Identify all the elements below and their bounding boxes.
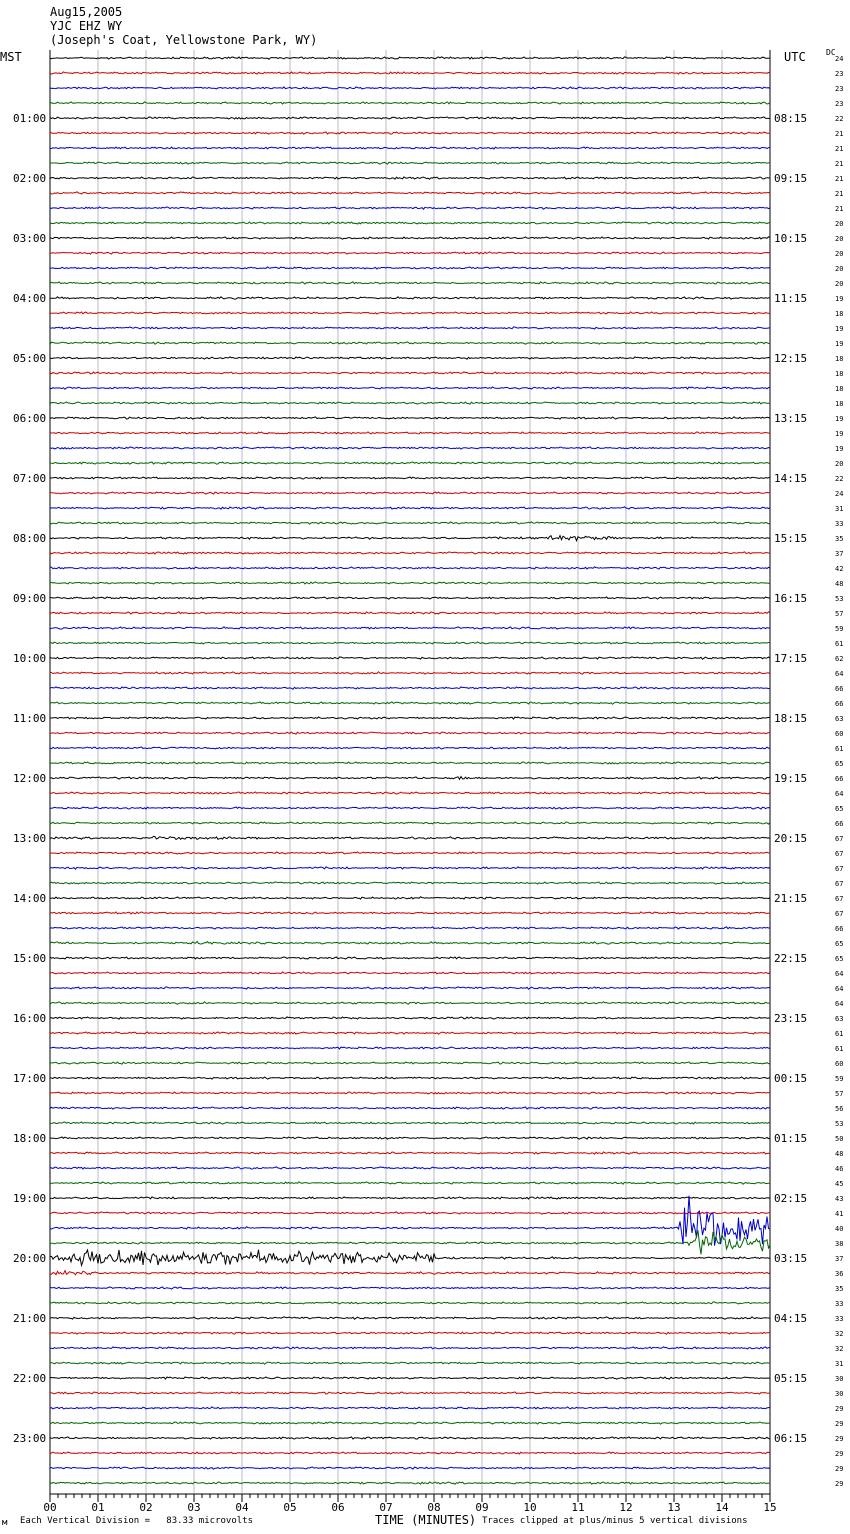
right-hour-label: 03:15	[774, 1252, 808, 1265]
trace-row-0	[50, 57, 770, 59]
dc-offset-label: 18	[835, 355, 844, 363]
dc-offset-label: 29	[835, 1465, 844, 1473]
dc-offset-label: 48	[835, 1150, 844, 1158]
right-hour-label: 13:15	[774, 412, 808, 425]
dc-offset-label: 29	[835, 1435, 844, 1443]
dc-offset-label: 53	[835, 595, 844, 603]
trace-row-51	[50, 822, 770, 824]
trace-row-69	[50, 1092, 770, 1094]
trace-row-63	[50, 1002, 770, 1004]
trace-row-60	[50, 957, 770, 959]
trace-row-56	[50, 897, 770, 899]
trace-row-85	[50, 1332, 770, 1334]
trace-row-52	[50, 836, 770, 839]
dc-offset-label: 20	[835, 265, 844, 273]
dc-offset-label: 43	[835, 1195, 844, 1203]
trace-row-89	[50, 1392, 770, 1394]
right-hour-label: 05:15	[774, 1372, 808, 1385]
right-hour-label: 17:15	[774, 652, 808, 665]
left-hour-label: 10:00	[13, 652, 47, 665]
dc-offset-label: 29	[835, 1420, 844, 1428]
trace-row-48	[50, 777, 770, 780]
left-hour-label: 02:00	[13, 172, 47, 185]
trace-row-82	[50, 1287, 770, 1289]
trace-row-68	[50, 1077, 770, 1079]
right-hour-label: 19:15	[774, 772, 808, 785]
dc-offset-label: 38	[835, 1240, 844, 1248]
station-location: (Joseph's Coat, Yellowstone Park, WY)	[50, 33, 318, 47]
x-tick-label: 04	[235, 1501, 249, 1514]
plot-date: Aug15,2005	[50, 5, 123, 19]
dc-offset-label: 63	[835, 715, 844, 723]
trace-row-26	[50, 447, 770, 449]
right-hour-label: 16:15	[774, 592, 808, 605]
trace-row-92	[50, 1437, 770, 1439]
trace-row-66	[50, 1047, 770, 1049]
trace-row-91	[50, 1422, 770, 1424]
right-hour-label: 11:15	[774, 292, 808, 305]
trace-row-88	[50, 1377, 770, 1379]
dc-offset-label: 21	[835, 190, 844, 198]
left-hour-label: 18:00	[13, 1132, 47, 1145]
dc-offset-label: 64	[835, 670, 844, 678]
trace-row-4	[50, 117, 770, 119]
dc-offset-label: 22	[835, 115, 844, 123]
trace-row-94	[50, 1467, 770, 1469]
dc-offset-label: 33	[835, 1300, 844, 1308]
left-hour-label: 21:00	[13, 1312, 47, 1325]
dc-offset-label: 29	[835, 1450, 844, 1458]
dc-offset-label: 66	[835, 775, 844, 783]
left-hour-label: 19:00	[13, 1192, 47, 1205]
trace-row-1	[50, 72, 770, 74]
trace-row-79	[50, 1230, 770, 1254]
right-hour-label: 12:15	[774, 352, 808, 365]
left-hour-label: 12:00	[13, 772, 47, 785]
left-hour-label: 07:00	[13, 472, 47, 485]
dc-offset-label: 67	[835, 910, 844, 918]
trace-row-23	[50, 402, 770, 404]
left-hour-label: 13:00	[13, 832, 47, 845]
x-tick-label: 05	[283, 1501, 297, 1514]
x-tick-label: 08	[427, 1501, 441, 1514]
trace-row-8	[50, 177, 770, 179]
dc-offset-label: 64	[835, 1000, 844, 1008]
trace-row-2	[50, 87, 770, 89]
trace-row-9	[50, 192, 770, 194]
dc-offset-label: 67	[835, 850, 844, 858]
dc-offset-label: 40	[835, 1225, 844, 1233]
dc-offset-label: 62	[835, 655, 844, 663]
trace-row-20	[50, 357, 770, 359]
trace-row-37	[50, 612, 770, 614]
dc-offset-label: 23	[835, 70, 844, 78]
dc-offset-label: 61	[835, 1030, 844, 1038]
dc-offset-label: 64	[835, 970, 844, 978]
trace-row-11	[50, 222, 770, 224]
x-tick-label: 00	[43, 1501, 57, 1514]
trace-row-53	[50, 852, 770, 854]
dc-offset-label: 64	[835, 985, 844, 993]
trace-row-10	[50, 207, 770, 209]
dc-offset-label: 19	[835, 415, 844, 423]
dc-offset-label: 53	[835, 1120, 844, 1128]
trace-row-43	[50, 702, 770, 704]
dc-offset-label: 46	[835, 1165, 844, 1173]
trace-row-39	[50, 642, 770, 644]
dc-offset-label: 66	[835, 925, 844, 933]
dc-offset-label: 20	[835, 280, 844, 288]
trace-row-70	[50, 1107, 770, 1109]
dc-offset-label: 31	[835, 1360, 844, 1368]
dc-offset-label: 65	[835, 760, 844, 768]
trace-row-84	[50, 1317, 770, 1319]
dc-offset-label: 31	[835, 505, 844, 513]
trace-row-40	[50, 657, 770, 659]
trace-row-18	[50, 327, 770, 329]
trace-row-50	[50, 807, 770, 809]
dc-offset-label: 64	[835, 790, 844, 798]
dc-offset-label: 33	[835, 520, 844, 528]
trace-row-71	[50, 1122, 770, 1124]
left-hour-label: 11:00	[13, 712, 47, 725]
dc-offset-label: 30	[835, 1375, 844, 1383]
trace-row-22	[50, 387, 770, 389]
trace-row-54	[50, 867, 770, 869]
dc-offset-label: 21	[835, 145, 844, 153]
trace-row-45	[50, 732, 770, 734]
dc-offset-label: 29	[835, 1480, 844, 1488]
trace-row-86	[50, 1347, 770, 1349]
trace-row-95	[50, 1482, 770, 1484]
left-hour-label: 06:00	[13, 412, 47, 425]
trace-row-46	[50, 747, 770, 749]
dc-offset-label: 61	[835, 745, 844, 753]
dc-offset-label: 30	[835, 1390, 844, 1398]
left-hour-label: 08:00	[13, 532, 47, 545]
trace-row-3	[50, 102, 770, 104]
dc-offset-label: 23	[835, 85, 844, 93]
dc-offset-label: 63	[835, 1015, 844, 1023]
dc-offset-label: 19	[835, 340, 844, 348]
dc-offset-label: 57	[835, 1090, 844, 1098]
left-hour-label: 09:00	[13, 592, 47, 605]
trace-row-15	[50, 282, 770, 284]
right-hour-label: 09:15	[774, 172, 808, 185]
dc-offset-label: 21	[835, 175, 844, 183]
left-hour-label: 20:00	[13, 1252, 47, 1265]
dc-offset-label: 37	[835, 1255, 844, 1263]
dc-offset-label: 32	[835, 1330, 844, 1338]
dc-offset-label: 59	[835, 625, 844, 633]
dc-offset-label: 50	[835, 1135, 844, 1143]
scale-note: Each Vertical Division = 83.33 microvolts	[20, 1516, 253, 1526]
dc-offset-label: 67	[835, 865, 844, 873]
dc-offset-label: 61	[835, 640, 844, 648]
x-tick-label: 07	[379, 1501, 393, 1514]
dc-offset-label: 33	[835, 1315, 844, 1323]
clip-note: Traces clipped at plus/minus 5 vertical divisions	[482, 1516, 748, 1526]
dc-offset-header: DC	[826, 48, 836, 57]
left-hour-label: 15:00	[13, 952, 47, 965]
trace-row-24	[50, 417, 770, 419]
right-hour-label: 10:15	[774, 232, 808, 245]
trace-row-67	[50, 1062, 770, 1064]
dc-offset-label: 19	[835, 445, 844, 453]
dc-offset-label: 21	[835, 130, 844, 138]
x-tick-label: 13	[667, 1501, 681, 1514]
right-hour-label: 01:15	[774, 1132, 808, 1145]
dc-offset-label: 65	[835, 955, 844, 963]
trace-row-47	[50, 762, 770, 764]
left-hour-label: 22:00	[13, 1372, 47, 1385]
dc-offset-label: 59	[835, 1075, 844, 1083]
trace-row-6	[50, 147, 770, 149]
trace-row-76	[50, 1197, 770, 1199]
trace-row-64	[50, 1017, 770, 1019]
trace-row-33	[50, 552, 770, 554]
trace-row-83	[50, 1302, 770, 1304]
x-tick-label: 10	[523, 1501, 537, 1514]
trace-row-49	[50, 792, 770, 794]
x-axis-title: TIME (MINUTES)	[375, 1513, 477, 1527]
right-timezone-label: UTC	[784, 50, 806, 64]
station-code: YJC EHZ WY	[50, 19, 123, 33]
trace-row-74	[50, 1167, 770, 1169]
dc-offset-label: 67	[835, 895, 844, 903]
trace-row-35	[50, 582, 770, 584]
trace-row-27	[50, 462, 770, 464]
trace-row-16	[50, 297, 770, 299]
dc-offset-label: 37	[835, 550, 844, 558]
right-hour-label: 20:15	[774, 832, 808, 845]
trace-row-78	[50, 1196, 770, 1246]
left-hour-label: 23:00	[13, 1432, 47, 1445]
left-hour-label: 16:00	[13, 1012, 47, 1025]
dc-offset-label: 60	[835, 730, 844, 738]
trace-row-80	[50, 1250, 770, 1266]
dc-offset-label: 18	[835, 310, 844, 318]
left-hour-label: 04:00	[13, 292, 47, 305]
corner-mark: м	[2, 1518, 8, 1528]
dc-offset-label: 35	[835, 1285, 844, 1293]
x-tick-label: 14	[715, 1501, 729, 1514]
right-hour-label: 04:15	[774, 1312, 808, 1325]
dc-offset-label: 42	[835, 565, 844, 573]
dc-offset-label: 35	[835, 535, 844, 543]
trace-row-36	[50, 597, 770, 599]
dc-offset-label: 36	[835, 1270, 844, 1278]
trace-row-62	[50, 987, 770, 989]
trace-row-38	[50, 627, 770, 629]
dc-offset-label: 56	[835, 1105, 844, 1113]
dc-offset-label: 20	[835, 235, 844, 243]
trace-row-19	[50, 342, 770, 344]
x-tick-label: 15	[763, 1501, 777, 1514]
dc-offset-label: 60	[835, 1060, 844, 1068]
dc-offset-label: 48	[835, 580, 844, 588]
x-tick-label: 01	[91, 1501, 105, 1514]
trace-row-55	[50, 882, 770, 884]
x-tick-label: 11	[571, 1501, 585, 1514]
dc-offset-label: 67	[835, 835, 844, 843]
trace-row-87	[50, 1362, 770, 1364]
trace-row-57	[50, 912, 770, 914]
trace-row-42	[50, 687, 770, 689]
trace-row-77	[50, 1212, 770, 1214]
trace-row-41	[50, 672, 770, 674]
trace-row-28	[50, 477, 770, 479]
dc-offset-label: 18	[835, 370, 844, 378]
dc-offset-label: 65	[835, 805, 844, 813]
dc-offset-label: 61	[835, 1045, 844, 1053]
trace-row-72	[50, 1137, 770, 1139]
trace-row-5	[50, 132, 770, 134]
dc-offset-label: 45	[835, 1180, 844, 1188]
x-tick-label: 12	[619, 1501, 633, 1514]
dc-offset-label: 19	[835, 325, 844, 333]
dc-offset-label: 66	[835, 820, 844, 828]
dc-offset-label: 22	[835, 475, 844, 483]
dc-offset-label: 57	[835, 610, 844, 618]
dc-offset-label: 32	[835, 1345, 844, 1353]
dc-offset-label: 20	[835, 460, 844, 468]
trace-row-34	[50, 567, 770, 569]
right-hour-label: 18:15	[774, 712, 808, 725]
trace-row-13	[50, 252, 770, 254]
right-hour-label: 15:15	[774, 532, 808, 545]
x-tick-label: 06	[331, 1501, 345, 1514]
x-tick-label: 03	[187, 1501, 201, 1514]
trace-row-31	[50, 522, 770, 524]
right-hour-label: 14:15	[774, 472, 808, 485]
right-hour-label: 08:15	[774, 112, 808, 125]
trace-row-21	[50, 372, 770, 374]
dc-offset-label: 24	[835, 490, 844, 498]
trace-row-81	[50, 1271, 770, 1275]
dc-offset-label: 19	[835, 295, 844, 303]
dc-offset-label: 19	[835, 430, 844, 438]
right-hour-label: 02:15	[774, 1192, 808, 1205]
dc-offset-label: 24	[835, 55, 844, 63]
dc-offset-label: 67	[835, 880, 844, 888]
dc-offset-label: 18	[835, 400, 844, 408]
dc-offset-label: 41	[835, 1210, 844, 1218]
dc-offset-label: 20	[835, 250, 844, 258]
trace-row-73	[50, 1152, 770, 1154]
dc-offset-label: 23	[835, 100, 844, 108]
trace-row-59	[50, 941, 770, 944]
right-hour-label: 06:15	[774, 1432, 808, 1445]
trace-row-17	[50, 312, 770, 314]
trace-row-44	[50, 717, 770, 719]
dc-offset-label: 21	[835, 160, 844, 168]
right-hour-label: 21:15	[774, 892, 808, 905]
left-hour-label: 14:00	[13, 892, 47, 905]
left-timezone-label: MST	[0, 50, 22, 64]
trace-row-30	[50, 507, 770, 509]
dc-offset-label: 29	[835, 1405, 844, 1413]
trace-row-90	[50, 1407, 770, 1409]
trace-row-7	[50, 162, 770, 164]
trace-row-25	[50, 432, 770, 434]
trace-row-29	[50, 492, 770, 494]
trace-row-65	[50, 1032, 770, 1034]
left-hour-label: 17:00	[13, 1072, 47, 1085]
dc-offset-label: 66	[835, 685, 844, 693]
trace-row-14	[50, 267, 770, 269]
right-hour-label: 23:15	[774, 1012, 808, 1025]
x-tick-label: 02	[139, 1501, 153, 1514]
left-hour-label: 03:00	[13, 232, 47, 245]
trace-row-32	[50, 536, 770, 541]
dc-offset-label: 66	[835, 700, 844, 708]
right-hour-label: 22:15	[774, 952, 808, 965]
dc-offset-label: 65	[835, 940, 844, 948]
trace-row-75	[50, 1182, 770, 1184]
right-hour-label: 00:15	[774, 1072, 808, 1085]
trace-row-61	[50, 972, 770, 974]
dc-offset-label: 18	[835, 385, 844, 393]
dc-offset-label: 20	[835, 220, 844, 228]
dc-offset-label: 21	[835, 205, 844, 213]
left-hour-label: 05:00	[13, 352, 47, 365]
x-tick-label: 09	[475, 1501, 489, 1514]
left-hour-label: 01:00	[13, 112, 47, 125]
trace-row-93	[50, 1452, 770, 1454]
trace-row-12	[50, 237, 770, 239]
trace-row-58	[50, 927, 770, 929]
